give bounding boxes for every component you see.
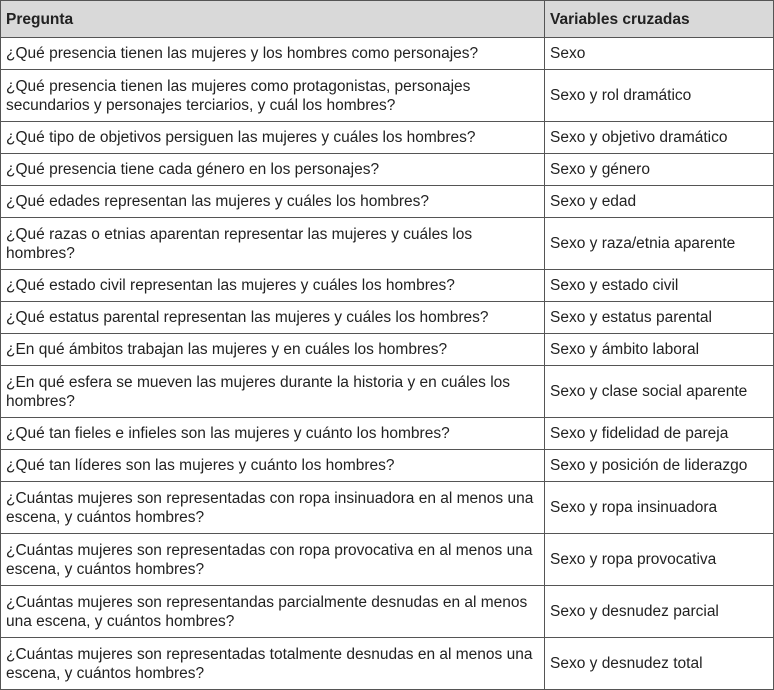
variables-cell: Sexo y género — [545, 154, 774, 186]
question-cell: ¿Qué tan líderes son las mujeres y cuánto los hombres? — [1, 450, 545, 482]
table-row — [1, 122, 774, 154]
table-row — [1, 218, 774, 270]
header-pregunta: Pregunta — [1, 1, 545, 38]
table-row — [1, 302, 774, 334]
question-cell: ¿Qué edades representan las mujeres y cuáles los hombres? — [1, 186, 545, 218]
table-row — [1, 586, 774, 638]
table-row — [1, 418, 774, 450]
question-cell: ¿En qué ámbitos trabajan las mujeres y en cuáles los hombres? — [1, 334, 545, 366]
table-header-row — [1, 1, 774, 38]
question-cell: ¿Qué presencia tienen las mujeres como protagonistas, personajes secundarios y personajes terciarios, y cuál los hombres? — [1, 70, 545, 122]
table-row — [1, 638, 774, 690]
variables-cell: Sexo y estatus parental — [545, 302, 774, 334]
table-body — [1, 38, 774, 690]
question-cell: ¿Qué presencia tiene cada género en los personajes? — [1, 154, 545, 186]
variables-cell: Sexo y desnudez parcial — [545, 586, 774, 638]
variables-cell: Sexo y ámbito laboral — [545, 334, 774, 366]
variables-cell: Sexo — [545, 38, 774, 70]
table-row — [1, 334, 774, 366]
question-cell: ¿En qué esfera se mueven las mujeres durante la historia y en cuáles los hombres? — [1, 366, 545, 418]
table-row — [1, 186, 774, 218]
question-cell: ¿Cuántas mujeres son representadas con ropa provocativa en al menos una escena, y cuántos hombres? — [1, 534, 545, 586]
variables-cell: Sexo y posición de liderazgo — [545, 450, 774, 482]
header-variables-cruzadas: Variables cruzadas — [545, 1, 774, 38]
question-cell: ¿Qué tan fieles e infieles son las mujeres y cuánto los hombres? — [1, 418, 545, 450]
question-cell: ¿Cuántas mujeres son representadas con ropa insinuadora en al menos una escena, y cuántos hombres? — [1, 482, 545, 534]
table-row — [1, 154, 774, 186]
variables-cell: Sexo y rol dramático — [545, 70, 774, 122]
question-cell: ¿Qué estatus parental representan las mujeres y cuáles los hombres? — [1, 302, 545, 334]
variables-cell: Sexo y estado civil — [545, 270, 774, 302]
table-row — [1, 270, 774, 302]
variables-cell: Sexo y objetivo dramático — [545, 122, 774, 154]
question-cell: ¿Qué presencia tienen las mujeres y los hombres como personajes? — [1, 38, 545, 70]
table-row — [1, 366, 774, 418]
table-row — [1, 482, 774, 534]
question-cell: ¿Qué estado civil representan las mujeres y cuáles los hombres? — [1, 270, 545, 302]
table-row — [1, 450, 774, 482]
table-row — [1, 70, 774, 122]
table-row — [1, 534, 774, 586]
variables-cell: Sexo y ropa insinuadora — [545, 482, 774, 534]
variables-cell: Sexo y edad — [545, 186, 774, 218]
variables-cell: Sexo y raza/etnia aparente — [545, 218, 774, 270]
variables-cell: Sexo y desnudez total — [545, 638, 774, 690]
question-cell: ¿Qué tipo de objetivos persiguen las mujeres y cuáles los hombres? — [1, 122, 545, 154]
variables-cell: Sexo y ropa provocativa — [545, 534, 774, 586]
variables-cell: Sexo y clase social aparente — [545, 366, 774, 418]
question-cell: ¿Cuántas mujeres son representandas parcialmente desnudas en al menos una escena, y cuántos hombres? — [1, 586, 545, 638]
table-row — [1, 38, 774, 70]
variables-cell: Sexo y fidelidad de pareja — [545, 418, 774, 450]
question-cell: ¿Qué razas o etnias aparentan representar las mujeres y cuáles los hombres? — [1, 218, 545, 270]
question-cell: ¿Cuántas mujeres son representadas totalmente desnudas en al menos una escena, y cuántos hombres? — [1, 638, 545, 690]
